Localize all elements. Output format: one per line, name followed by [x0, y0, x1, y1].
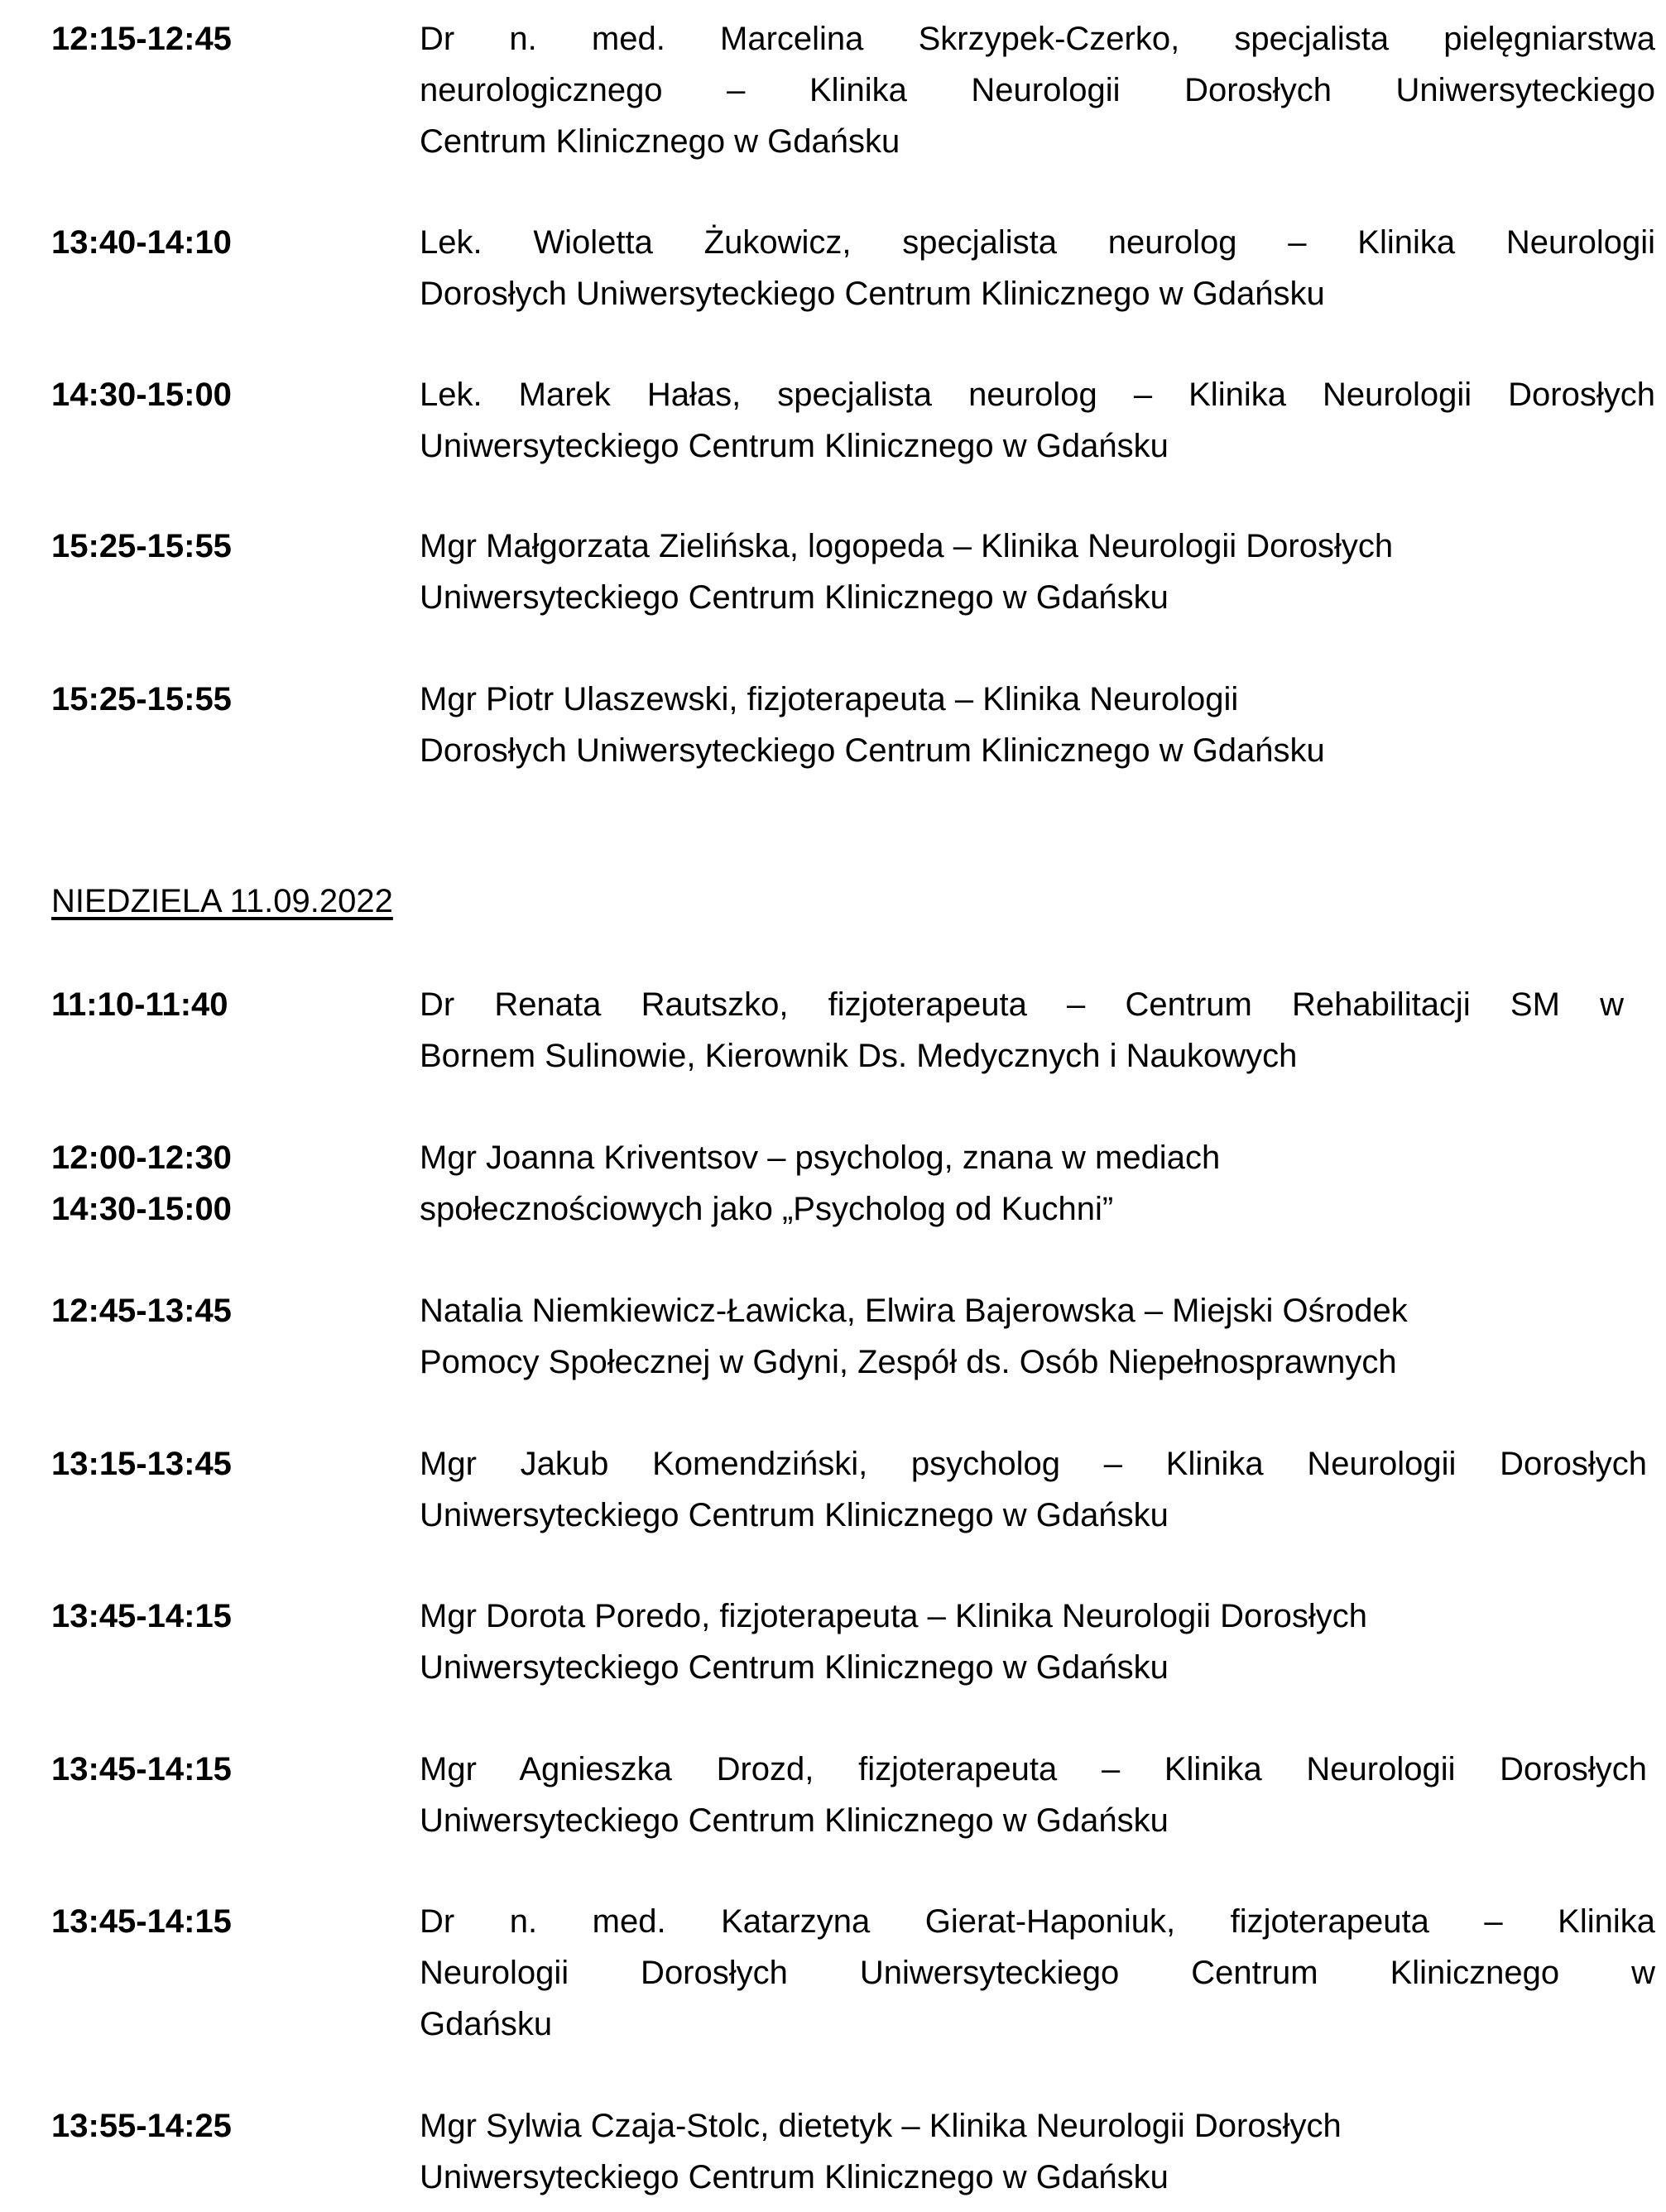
session-description [420, 369, 1655, 472]
session-time-first: 12:00-12:30 [51, 1140, 232, 1176]
session-description [420, 1896, 1655, 2050]
session-description [420, 1285, 1408, 1388]
description-line: Mgr Agnieszka Drozd, fizjoterapeuta – Klinika Neurologii Dorosłych [420, 1751, 1647, 1787]
session-description [420, 521, 1393, 623]
session-description [420, 1591, 1367, 1693]
session-time [51, 1132, 366, 1235]
day-heading: NIEDZIELA 11.09.2022 [51, 883, 393, 919]
description-line: Natalia Niemkiewicz-Ławicka, Elwira Bajerowska – Miejski Ośrodek [420, 1293, 1408, 1329]
description-line: Centrum Klinicznego w Gdańsku [420, 123, 900, 160]
description-line: Uniwersyteckiego Centrum Klinicznego w Gdańsku [420, 2159, 1169, 2195]
session-description [420, 979, 1624, 1082]
description-line: Mgr Jakub Komendziński, psycholog – Klinika Neurologii Dorosłych [420, 1446, 1647, 1482]
session-time: 13:45-14:15 [51, 1751, 232, 1787]
session-time: 13:45-14:15 [51, 1598, 232, 1634]
description-line: Gdańsku [420, 2006, 553, 2042]
description-line: Lek. Wioletta Żukowicz, specjalista neurolog – Klinika Neurologii [420, 224, 1655, 261]
description-line: Dorosłych Uniwersyteckiego Centrum Klinicznego w Gdańsku [420, 732, 1325, 769]
description-line: Dr n. med. Katarzyna Gierat-Haponiuk, fizjoterapeuta – Klinika [420, 1903, 1655, 1940]
session-description [420, 2100, 1342, 2203]
description-line: Mgr Sylwia Czaja-Stolc, dietetyk – Klinika Neurologii Dorosłych [420, 2108, 1342, 2144]
description-line: Mgr Dorota Poredo, fizjoterapeuta – Klinika Neurologii Dorosłych [420, 1598, 1367, 1634]
session-description [420, 1438, 1647, 1541]
description-line: Mgr Joanna Kriventsov – psycholog, znana w mediach [420, 1140, 1221, 1176]
description-line: Lek. Marek Hałas, specjalista neurolog – Klinika Neurologii Dorosłych [420, 377, 1655, 413]
description-line: Mgr Małgorzata Zielińska, logopeda – Klinika Neurologii Dorosłych [420, 528, 1394, 564]
session-description [420, 1132, 1220, 1235]
session-description [420, 1744, 1647, 1846]
session-time: 15:25-15:55 [51, 681, 232, 717]
description-line: Uniwersyteckiego Centrum Klinicznego w Gdańsku [420, 1649, 1169, 1686]
description-line: Mgr Piotr Ulaszewski, fizjoterapeuta – Klinika Neurologii [420, 681, 1239, 717]
session-time: 13:40-14:10 [51, 224, 232, 261]
session-time: 13:45-14:15 [51, 1903, 232, 1940]
session-description [420, 674, 1325, 776]
description-line: Neurologii Dorosłych Uniwersyteckiego Centrum Klinicznego w [420, 1955, 1655, 1991]
description-line: Dr n. med. Marcelina Skrzypek-Czerko, specjalista pielęgniarstwa [420, 21, 1655, 57]
session-time: 12:45-13:45 [51, 1293, 232, 1329]
session-time: 11:10-11:40 [51, 986, 228, 1023]
session-time: 13:15-13:45 [51, 1446, 232, 1482]
description-line: społecznościowych jako „Psycholog od Kuchni” [420, 1191, 1114, 1227]
session-time: 15:25-15:55 [51, 528, 232, 564]
session-time: 14:30-15:00 [51, 377, 232, 413]
description-line: Dorosłych Uniwersyteckiego Centrum Klinicznego w Gdańsku [420, 276, 1325, 312]
description-line: Uniwersyteckiego Centrum Klinicznego w Gdańsku [420, 579, 1169, 616]
description-line: Uniwersyteckiego Centrum Klinicznego w Gdańsku [420, 428, 1169, 464]
description-line: neurologicznego – Klinika Neurologii Dorosłych Uniwersyteckiego [420, 72, 1655, 108]
session-description [420, 13, 1655, 167]
description-line: Bornem Sulinowie, Kierownik Ds. Medycznych i Naukowych [420, 1038, 1298, 1074]
description-line: Dr Renata Rautszko, fizjoterapeuta – Centrum Rehabilitacji SM w [420, 986, 1624, 1023]
session-description [420, 217, 1655, 319]
session-time: 12:15-12:45 [51, 21, 232, 57]
description-line: Uniwersyteckiego Centrum Klinicznego w Gdańsku [420, 1497, 1169, 1533]
session-time: 13:55-14:25 [51, 2108, 232, 2144]
description-line: Pomocy Społecznej w Gdyni, Zespół ds. Osób Niepełnosprawnych [420, 1344, 1397, 1380]
session-time-second: 14:30-15:00 [51, 1191, 232, 1227]
description-line: Uniwersyteckiego Centrum Klinicznego w Gdańsku [420, 1802, 1169, 1839]
